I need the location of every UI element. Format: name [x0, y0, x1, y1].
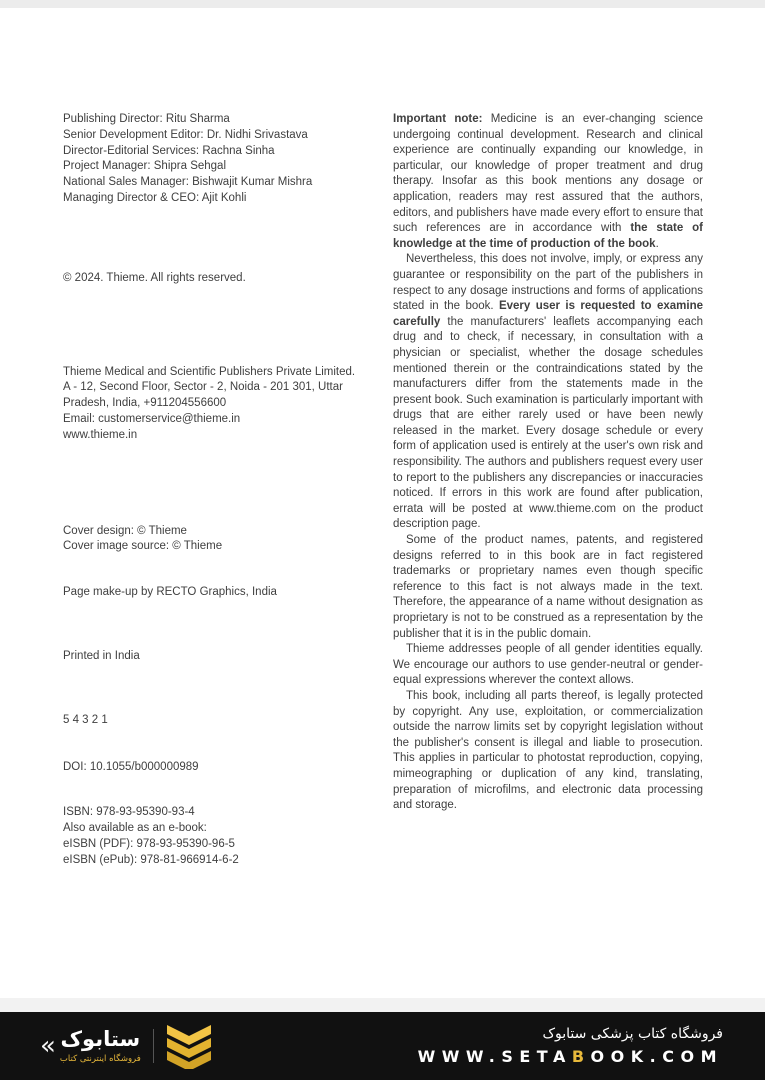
paragraph: Thieme addresses people of all gender identities equally. We encourage our authors to use gender-neutral or gender-equal expressions wherever the context allows.: [393, 643, 703, 687]
right-column: [393, 112, 703, 998]
staff-block: [63, 112, 365, 207]
footer-tagline: فروشگاه کتاب پزشکی ستابوک: [542, 1026, 723, 1042]
publisher-line: A - 12, Second Floor, Sector - 2, Noida - 201 301, Uttar Pradesh, India, +911204556600: [63, 381, 343, 410]
setabook-logo: [40, 1023, 212, 1069]
cover-credits-block: [63, 524, 365, 556]
imprint-page: [0, 8, 765, 998]
staff-line: Project Manager: Shipra Sehgal: [63, 160, 227, 173]
paragraph: Some of the product names, patents, and registered designs referred to in this book are in fact registered trademarks or proprietary names even though specific reference to this fact is not always made in the text. Therefore, the appearance of a name without designation as proprietary is not to be construed as a representation by the publisher that it is in the public domain.: [393, 534, 703, 640]
logo-divider: [153, 1029, 154, 1063]
logo-text-block: [60, 1028, 141, 1063]
eisbn-pdf-line: eISBN (PDF): 978-93-95390-96-5: [63, 837, 235, 850]
copyright-line: © 2024. Thieme. All rights reserved.: [63, 271, 246, 284]
footer-banner: [0, 1012, 765, 1080]
staff-line: Publishing Director: Ritu Sharma: [63, 113, 230, 125]
double-chevron-icon: «: [40, 1031, 56, 1061]
eisbn-epub-line: eISBN (ePub): 978-81-966914-6-2: [63, 853, 239, 866]
page-makeup-line: Page make-up by RECTO Graphics, India: [63, 586, 277, 599]
staff-line: Managing Director & CEO: Ajit Kohli: [63, 191, 247, 204]
publisher-website: www.thieme.in: [63, 428, 138, 441]
url-highlight-letter: B: [571, 1047, 591, 1066]
gold-chevron-icon: [166, 1023, 212, 1069]
cover-design-line: Cover design: © Thieme: [63, 524, 187, 537]
publisher-address-block: [63, 365, 365, 444]
footer-right-block: [418, 1026, 723, 1066]
paragraph: Important note: Medicine is an ever-changing science undergoing continual development. Research and clinical experience are continually expanding our knowledge, in particular, our knowledge of proper treatment and drug therapy. Insofar as this book mentions any dosage or application, readers may rest assured that the authors, editors, and publishers have made every effort to ensure that such references are in accordance with the state of knowledge at the time of production of the book.: [393, 113, 704, 250]
staff-line: Senior Development Editor: Dr. Nidhi Srivastava: [63, 128, 308, 141]
printed-in-line: Printed in India: [63, 649, 140, 662]
url-part: OOK.COM: [590, 1047, 723, 1066]
left-column: [63, 112, 365, 998]
publisher-line: Thieme Medical and Scientific Publishers Private Limited.: [63, 365, 356, 378]
logo-subtitle: فروشگاه اینترنتی کتاب: [59, 1053, 141, 1064]
paragraph: Nevertheless, this does not involve, imply, or express any guarantee or responsibility on the part of the publishers in respect to any dosage instructions and forms of applications stated in the book. Every user is requested to examine carefully the manufacturers' leaflets accompanying each drug and to check, if necessary, in consultation with a physician or specialist, whether the dosage schedules mentioned therein or the contraindications stated by the manufacturers differ from the statements made in the present book. Such examination is particularly important with drugs that are either rarely used or have been newly released in the market. Every dosage schedule or every form of application used is entirely at the user's own risk and responsibility. The authors and publishers request every user to report to the publishers any discrepancies or inaccuracies noticed. If errors in this work are found after publication, errata will be posted at www.thieme.com on the product description page.: [393, 253, 703, 531]
ebook-note-line: Also available as an e-book:: [63, 822, 207, 835]
pre-footer-gap: [0, 998, 765, 1012]
footer-url: [418, 1047, 723, 1066]
publisher-email: Email: customerservice@thieme.in: [63, 412, 241, 425]
paragraph: This book, including all parts thereof, is legally protected by copyright. Any use, exploitation, or commercialization outside the narrow limits set by copyright legislation without the publisher's consent is illegal and liable to prosecution. This applies in particular to photostat reproduction, copying, mimeographing or duplication of any kind, translating, preparation of microfilms, and electronic data processing and storage.: [393, 689, 703, 812]
print-run-line: 5 4 3 2 1: [63, 713, 108, 726]
logo-wordmark: ستابوک: [60, 1027, 141, 1052]
page-top-edge: [0, 0, 765, 8]
cover-image-line: Cover image source: © Thieme: [63, 540, 223, 553]
staff-line: Director-Editorial Services: Rachna Sinha: [63, 144, 275, 157]
doi-line: DOI: 10.1055/b000000989: [63, 760, 199, 773]
isbn-line: ISBN: 978-93-95390-93-4: [63, 806, 195, 819]
staff-line: National Sales Manager: Bishwajit Kumar Mishra: [63, 176, 313, 189]
url-part: WWW.SETA: [417, 1047, 572, 1066]
isbn-block: [63, 805, 365, 868]
